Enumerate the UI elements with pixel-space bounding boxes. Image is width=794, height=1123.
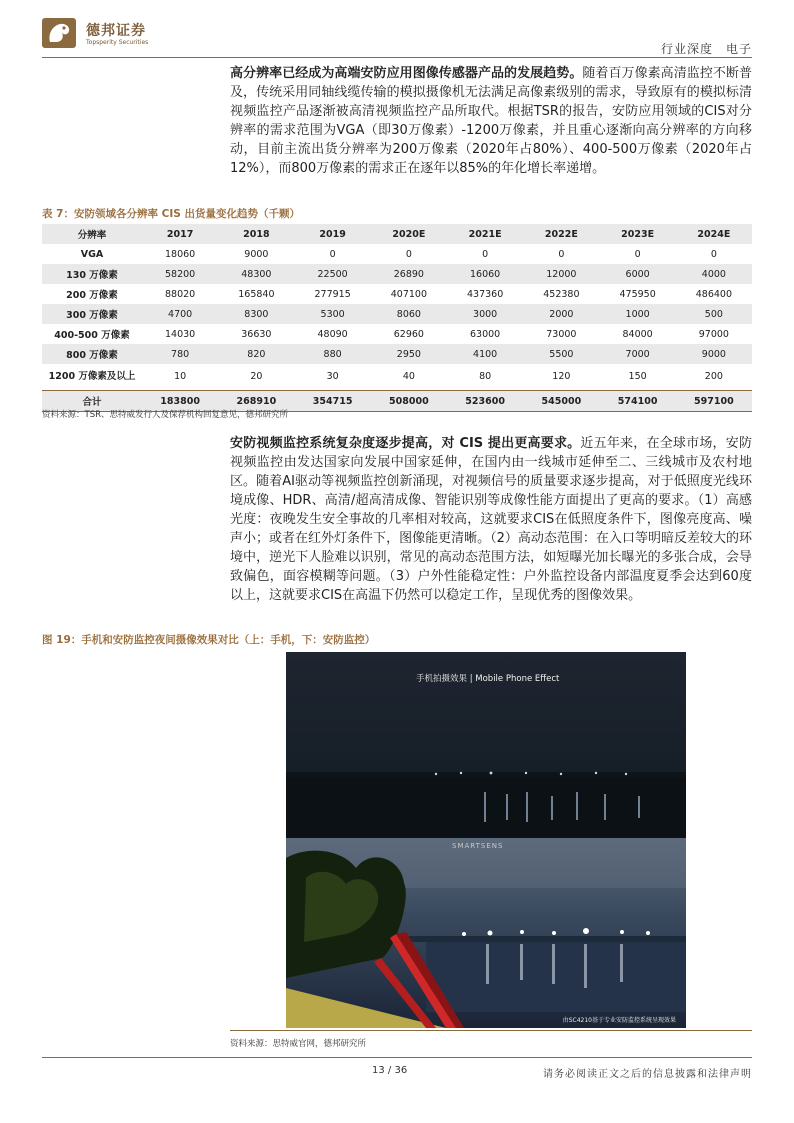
table-cell: 20 (250, 371, 263, 382)
table-cell: 183800 (142, 391, 218, 412)
table-row (42, 284, 752, 304)
table-cell: 12000 (523, 264, 599, 284)
table-cell: 9000 (244, 248, 269, 260)
table-row (42, 324, 752, 344)
table-cell: 486400 (695, 288, 732, 300)
figure-caption: 图 19：手机和安防监控夜间摄像效果对比（上：手机，下：安防监控） (42, 634, 376, 646)
table-cell: 165840 (238, 288, 275, 300)
paragraph-lead: 安防视频监控系统复杂度逐步提高，对 CIS 提出更高要求。 (230, 436, 581, 451)
table-cell: 18060 (165, 248, 196, 260)
report-category: 行业深度 电子 (660, 42, 752, 56)
page-header (42, 14, 752, 54)
table-cell: 22500 (295, 264, 371, 284)
row-label: 130 万像素 (42, 264, 142, 284)
table-cell: 14030 (165, 328, 196, 340)
table-cell: 0 (558, 248, 565, 260)
table-cell: 7000 (600, 344, 676, 364)
security-effect-note: 由SC4210基于专业安防监控系统呈现效果 (562, 1017, 676, 1024)
table-cell: 545000 (523, 391, 599, 412)
row-label: 200 万像素 (66, 290, 118, 301)
night-image-comparison (286, 652, 686, 1028)
table-cell: 574100 (600, 391, 676, 412)
table-cell: 508000 (371, 391, 447, 412)
column-header: 分辨率 (42, 224, 142, 244)
table-cell: 3000 (447, 304, 523, 324)
source-divider (230, 1030, 752, 1031)
table-cell: 268910 (218, 391, 294, 412)
table-cell: 354715 (295, 391, 371, 412)
table-cell: 30 (326, 371, 339, 382)
table-cell: 16060 (447, 264, 523, 284)
paragraph-body: 随着百万像素高清监控不断普及，传统采用同轴线缆传输的模拟摄像机无法满足高像素级别的需求，导致原有的模拟标清视频监控产品逐渐被高清视频监控产品所取代。根据TSR的报告，安防应用领域的CIS对分辨率的需求范围为VGA（即30万像素）-1200万像素，并且重心逐渐向高分辨率的方向移动，目前主流出货分辨率为200万像素（2020年占80%）、400-500万像素（2020年占12%），而800万像素的需求正在逐年以85%的年化增长率递增。 (230, 66, 752, 176)
column-header: 2018 (218, 224, 294, 244)
table-cell: 880 (295, 344, 371, 364)
paragraph-lead: 高分辨率已经成为高端安防应用图像传感器产品的发展趋势。 (230, 66, 583, 81)
table-cell: 0 (482, 248, 489, 260)
table-cell: 0 (634, 248, 641, 260)
paragraph-body: 近五年来，在全球市场，安防视频监控由发达国家向发展中国家延伸，在国内由一线城市延伸至二、三线城市及农村地区。随着AI驱动等视频监控创新涌现，对视频信号的质量要求逐步提高，对于低照度光线环境成像、HDR、高清/超高清成像、智能识别等成像性能方面提出了更高的要求。（1）高感光度：夜晚发生安全事故的几率相对较高，这就要求CIS在低照度条件下，图像亮度高、噪声小；或者在红外灯条件下，图像能更清晰。（2）高动态范围：在入口等明暗反差较大的环境中，逆光下人脸难以识别，常见的高动态范围方法，如短曝光加长曝光的多张合成，会导致偏色，面容模糊等问题。（3）户外性能稳定性：户外监控设备内部温度夏季会达到60度以上，这就要求CIS在高温下仍然可以稳定工作，呈现优秀的图像效果。 (230, 436, 752, 603)
table-cell: 58200 (142, 264, 218, 284)
paragraph-surveillance-complexity (230, 434, 752, 605)
table-cell: 63000 (470, 328, 501, 340)
table-cell: 0 (710, 248, 717, 260)
table-row (42, 304, 752, 324)
figure-source: 资料来源：思特威官网，德邦研究所 (230, 1039, 367, 1049)
table-cell: 200 (704, 371, 723, 382)
table-source: 资料来源：TSR、思特威发行人及保荐机构回复意见，德邦研究所 (42, 410, 288, 420)
table-cell: 452380 (543, 288, 580, 300)
row-label: 合计 (42, 391, 142, 412)
table-cell: 97000 (698, 328, 729, 340)
table-cell: 120 (552, 371, 571, 382)
page-number: 13 / 36 (372, 1065, 408, 1076)
table-cell: 4000 (676, 264, 752, 284)
table-cell: 9000 (676, 344, 752, 364)
table-cell: 500 (676, 304, 752, 324)
column-header: 2024E (676, 224, 752, 244)
table-cell: 597100 (676, 391, 752, 412)
row-label: 300 万像素 (42, 304, 142, 324)
table-cell: 8060 (371, 304, 447, 324)
table-cell: 475950 (619, 288, 656, 300)
column-header: 2022E (523, 224, 599, 244)
paragraph-resolution-trend (230, 64, 752, 178)
security-photo-scene-icon (286, 838, 686, 1028)
table-cell: 62960 (393, 328, 424, 340)
column-header: 2021E (447, 224, 523, 244)
table-cell: 0 (329, 248, 336, 260)
table-header-row (42, 224, 752, 244)
table-cell: 4100 (447, 344, 523, 364)
smartsens-watermark: SMARTSENS (452, 842, 504, 850)
table-cell: 26890 (371, 264, 447, 284)
table-cell: 820 (218, 344, 294, 364)
table-cell: 437360 (466, 288, 504, 300)
table-cell: 88020 (165, 288, 196, 300)
table-cell: 5300 (295, 304, 371, 324)
table-row (42, 344, 752, 364)
row-label: VGA (80, 248, 104, 260)
table-cell: 4700 (142, 304, 218, 324)
table-cell: 0 (405, 248, 412, 260)
table-row (42, 244, 752, 264)
table-cell: 40 (402, 371, 415, 382)
table-cell: 150 (628, 371, 647, 382)
table-row (42, 264, 752, 284)
table-cell: 73000 (546, 328, 577, 340)
company-logo-icon (42, 18, 76, 48)
row-label: 800 万像素 (42, 344, 142, 364)
cis-shipment-table (42, 224, 752, 412)
table-cell: 48300 (218, 264, 294, 284)
footer-divider (42, 1057, 752, 1058)
legal-disclaimer: 请务必阅读正文之后的信息披露和法律声明 (543, 1069, 752, 1080)
table-cell: 277915 (314, 288, 351, 300)
column-header: 2020E (371, 224, 447, 244)
table-cell: 6000 (600, 264, 676, 284)
logo-name-cn: 德邦证券 (86, 23, 146, 39)
column-header: 2019 (295, 224, 371, 244)
table-cell: 48090 (317, 328, 348, 340)
table-cell: 523600 (447, 391, 523, 412)
table-cell: 10 (174, 371, 187, 382)
table-cell: 84000 (622, 328, 653, 340)
table-cell: 5500 (523, 344, 599, 364)
logo-name-en: Topsperity Securities (86, 39, 149, 46)
table-cell: 780 (142, 344, 218, 364)
row-label: 400-500 万像素 (54, 330, 130, 341)
table-row (42, 364, 752, 391)
table-cell: 407100 (390, 288, 427, 300)
row-label: 1200 万像素及以上 (48, 371, 136, 382)
column-header: 2017 (142, 224, 218, 244)
table-cell: 2000 (523, 304, 599, 324)
table-cell: 36630 (241, 328, 272, 340)
header-divider (42, 57, 752, 58)
mobile-phone-night-photo (286, 652, 686, 838)
table-caption: 表 7：安防领域各分辨率 CIS 出货量变化趋势（千颗） (42, 208, 300, 220)
table-cell: 2950 (371, 344, 447, 364)
mobile-effect-label: 手机拍摄效果 | Mobile Phone Effect (416, 674, 560, 684)
table-cell: 1000 (600, 304, 676, 324)
table-cell: 8300 (218, 304, 294, 324)
column-header: 2023E (600, 224, 676, 244)
security-camera-night-photo (286, 838, 686, 1028)
table-cell: 80 (479, 371, 492, 382)
